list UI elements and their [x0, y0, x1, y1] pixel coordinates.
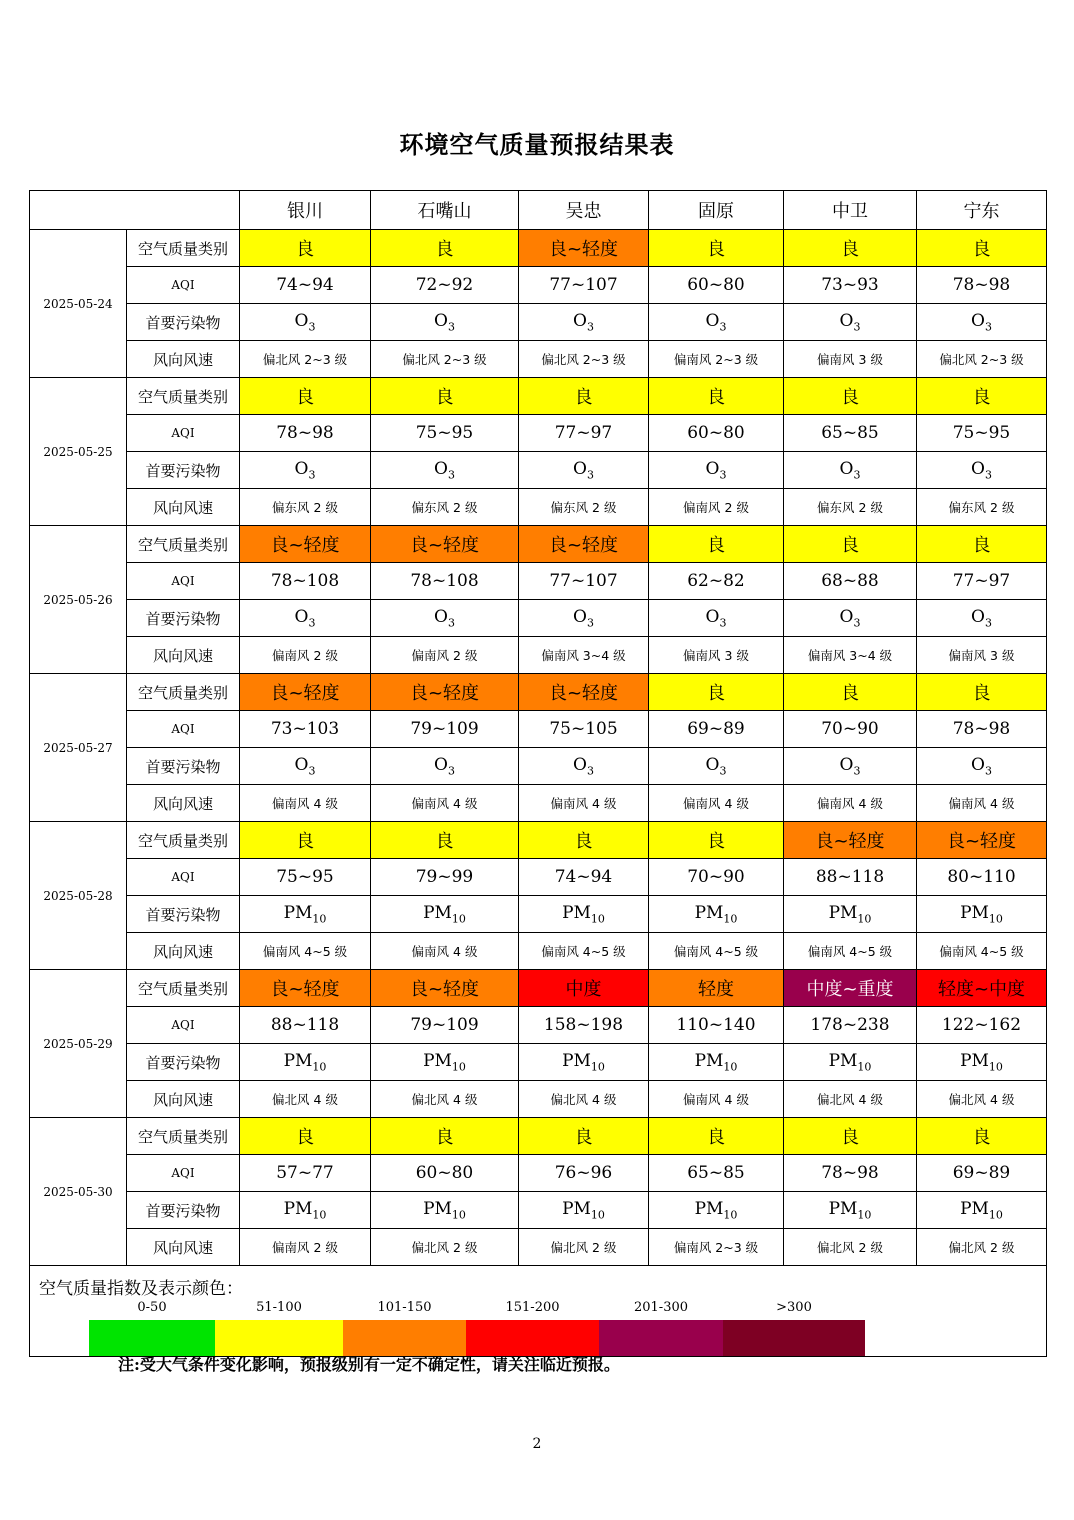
quality-category-cell: 良 [784, 230, 917, 267]
city-header: 吴忠 [519, 191, 649, 230]
aqi-range-cell: 88~118 [784, 859, 917, 896]
row-label-wind: 风向风速 [127, 1081, 240, 1118]
aqi-range-cell: 75~95 [371, 415, 519, 452]
forecast-row-aqi [30, 415, 1047, 452]
aqi-range-cell: 78~108 [371, 563, 519, 600]
quality-category-cell: 良 [917, 230, 1047, 267]
forecast-row-pollutant [30, 896, 1047, 933]
forecast-row-aqi [30, 1155, 1047, 1192]
row-label-pollutant: 首要污染物 [127, 896, 240, 933]
quality-category-cell: 良 [784, 674, 917, 711]
wind-cell: 偏北风 2 级 [519, 1229, 649, 1266]
wind-cell: 偏南风 4 级 [240, 785, 371, 822]
wind-cell: 偏南风 3 级 [649, 637, 784, 674]
row-label-pollutant: 首要污染物 [127, 748, 240, 785]
primary-pollutant-cell: $PM_{10}$ [371, 1044, 519, 1081]
wind-cell: 偏北风 4 级 [240, 1081, 371, 1118]
wind-cell: 偏北风 2~3 级 [371, 341, 519, 378]
aqi-range-cell: 79~109 [371, 711, 519, 748]
wind-cell: 偏南风 4~5 级 [519, 933, 649, 970]
quality-category-cell: 良~轻度 [371, 526, 519, 563]
forecast-row-wind [30, 341, 1047, 378]
row-label-category: 空气质量类别 [127, 526, 240, 563]
primary-pollutant-cell: $O_3$ [649, 600, 784, 637]
row-label-pollutant: 首要污染物 [127, 1192, 240, 1229]
quality-category-cell: 良 [649, 1118, 784, 1155]
wind-cell: 偏南风 2 级 [649, 489, 784, 526]
forecast-table [29, 190, 1047, 1357]
primary-pollutant-cell: $PM_{10}$ [519, 1044, 649, 1081]
wind-cell: 偏南风 4 级 [784, 785, 917, 822]
forecast-row-pollutant [30, 600, 1047, 637]
row-label-pollutant: 首要污染物 [127, 452, 240, 489]
wind-cell: 偏南风 4 级 [519, 785, 649, 822]
primary-pollutant-cell: $PM_{10}$ [917, 1192, 1047, 1229]
row-label-wind: 风向风速 [127, 637, 240, 674]
primary-pollutant-cell: $O_3$ [519, 452, 649, 489]
row-label-aqi: AQI [127, 711, 240, 748]
forecast-row-pollutant [30, 452, 1047, 489]
primary-pollutant-cell: $O_3$ [519, 304, 649, 341]
primary-pollutant-cell: $O_3$ [784, 452, 917, 489]
quality-category-cell: 良 [917, 526, 1047, 563]
aqi-range-cell: 69~89 [917, 1155, 1047, 1192]
wind-cell: 偏北风 2~3 级 [519, 341, 649, 378]
wind-cell: 偏东风 2 级 [371, 489, 519, 526]
aqi-range-cell: 74~94 [519, 859, 649, 896]
wind-cell: 偏北风 2 级 [784, 1229, 917, 1266]
quality-category-cell: 良~轻度 [371, 970, 519, 1007]
quality-category-cell: 良~轻度 [784, 822, 917, 859]
primary-pollutant-cell: $O_3$ [519, 748, 649, 785]
primary-pollutant-cell: $PM_{10}$ [649, 1192, 784, 1229]
aqi-range-cell: 79~99 [371, 859, 519, 896]
quality-category-cell: 良 [371, 378, 519, 415]
wind-cell: 偏南风 4 级 [649, 785, 784, 822]
wind-cell: 偏南风 4 级 [371, 933, 519, 970]
row-label-aqi: AQI [127, 1155, 240, 1192]
forecast-row-pollutant [30, 748, 1047, 785]
quality-category-cell: 良 [240, 378, 371, 415]
aqi-range-cell: 88~118 [240, 1007, 371, 1044]
primary-pollutant-cell: $O_3$ [371, 452, 519, 489]
row-label-aqi: AQI [127, 267, 240, 304]
forecast-row-wind [30, 785, 1047, 822]
forecast-date: 2025-05-24 [30, 230, 127, 378]
quality-category-cell: 良 [649, 674, 784, 711]
quality-category-cell: 良~轻度 [917, 822, 1047, 859]
row-label-category: 空气质量类别 [127, 230, 240, 267]
quality-category-cell: 良 [371, 822, 519, 859]
aqi-range-cell: 73~93 [784, 267, 917, 304]
quality-category-cell: 轻度 [649, 970, 784, 1007]
row-label-aqi: AQI [127, 1007, 240, 1044]
quality-category-cell: 良 [649, 526, 784, 563]
city-header: 中卫 [784, 191, 917, 230]
forecast-row-category [30, 526, 1047, 563]
row-label-pollutant: 首要污染物 [127, 1044, 240, 1081]
quality-category-cell: 良 [917, 1118, 1047, 1155]
primary-pollutant-cell: $PM_{10}$ [784, 896, 917, 933]
wind-cell: 偏南风 3 级 [784, 341, 917, 378]
row-label-pollutant: 首要污染物 [127, 304, 240, 341]
quality-category-cell: 中度 [519, 970, 649, 1007]
quality-category-cell: 良 [240, 230, 371, 267]
aqi-range-cell: 69~89 [649, 711, 784, 748]
aqi-range-cell: 78~98 [917, 267, 1047, 304]
aqi-range-cell: 60~80 [649, 267, 784, 304]
aqi-range-cell: 70~90 [784, 711, 917, 748]
legend-range-label: 151-200 [505, 1300, 560, 1315]
aqi-range-cell: 77~97 [917, 563, 1047, 600]
primary-pollutant-cell: $O_3$ [649, 304, 784, 341]
aqi-range-cell: 62~82 [649, 563, 784, 600]
quality-category-cell: 良 [240, 822, 371, 859]
aqi-range-cell: 72~92 [371, 267, 519, 304]
forecast-row-aqi [30, 267, 1047, 304]
wind-cell: 偏南风 2~3 级 [649, 341, 784, 378]
quality-category-cell: 良 [371, 230, 519, 267]
wind-cell: 偏南风 2 级 [371, 637, 519, 674]
forecast-row-wind [30, 489, 1047, 526]
wind-cell: 偏南风 3 级 [917, 637, 1047, 674]
primary-pollutant-cell: $O_3$ [917, 748, 1047, 785]
aqi-range-cell: 110~140 [649, 1007, 784, 1044]
primary-pollutant-cell: $PM_{10}$ [784, 1044, 917, 1081]
forecast-row-category [30, 674, 1047, 711]
primary-pollutant-cell: $PM_{10}$ [649, 1044, 784, 1081]
primary-pollutant-cell: $PM_{10}$ [917, 896, 1047, 933]
quality-category-cell: 良 [784, 526, 917, 563]
aqi-range-cell: 60~80 [371, 1155, 519, 1192]
row-label-aqi: AQI [127, 563, 240, 600]
wind-cell: 偏北风 2 级 [917, 1229, 1047, 1266]
aqi-range-cell: 77~97 [519, 415, 649, 452]
quality-category-cell: 良 [240, 1118, 371, 1155]
aqi-range-cell: 80~110 [917, 859, 1047, 896]
forecast-row-aqi [30, 859, 1047, 896]
row-label-wind: 风向风速 [127, 785, 240, 822]
primary-pollutant-cell: $O_3$ [784, 304, 917, 341]
forecast-row-wind [30, 1081, 1047, 1118]
city-header: 银川 [240, 191, 371, 230]
forecast-note: 注:受大气条件变化影响，预报级别有一定不确定性，请关注临近预报。 [118, 1355, 620, 1374]
primary-pollutant-cell: $PM_{10}$ [371, 896, 519, 933]
aqi-range-cell: 60~80 [649, 415, 784, 452]
quality-category-cell: 良 [519, 378, 649, 415]
primary-pollutant-cell: $O_3$ [240, 748, 371, 785]
forecast-row-category [30, 1118, 1047, 1155]
quality-category-cell: 良~轻度 [519, 674, 649, 711]
primary-pollutant-cell: $O_3$ [240, 304, 371, 341]
legend-range-label: >300 [776, 1300, 812, 1315]
row-label-wind: 风向风速 [127, 1229, 240, 1266]
row-label-category: 空气质量类别 [127, 378, 240, 415]
primary-pollutant-cell: $O_3$ [240, 600, 371, 637]
aqi-range-cell: 65~85 [784, 415, 917, 452]
quality-category-cell: 良~轻度 [519, 230, 649, 267]
primary-pollutant-cell: $PM_{10}$ [240, 1044, 371, 1081]
quality-category-cell: 良 [519, 822, 649, 859]
quality-category-cell: 良~轻度 [371, 674, 519, 711]
quality-category-cell: 良 [519, 1118, 649, 1155]
wind-cell: 偏东风 2 级 [519, 489, 649, 526]
wind-cell: 偏南风 4 级 [917, 785, 1047, 822]
aqi-range-cell: 68~88 [784, 563, 917, 600]
forecast-row-wind [30, 1229, 1047, 1266]
aqi-color-scale [89, 1300, 865, 1357]
primary-pollutant-cell: $PM_{10}$ [649, 896, 784, 933]
wind-cell: 偏南风 2 级 [240, 1229, 371, 1266]
wind-cell: 偏南风 3~4 级 [784, 637, 917, 674]
primary-pollutant-cell: $PM_{10}$ [917, 1044, 1047, 1081]
primary-pollutant-cell: $O_3$ [371, 600, 519, 637]
row-label-wind: 风向风速 [127, 489, 240, 526]
primary-pollutant-cell: $O_3$ [917, 304, 1047, 341]
primary-pollutant-cell: $O_3$ [371, 748, 519, 785]
quality-category-cell: 良~轻度 [519, 526, 649, 563]
primary-pollutant-cell: $O_3$ [917, 600, 1047, 637]
row-label-category: 空气质量类别 [127, 822, 240, 859]
aqi-range-cell: 57~77 [240, 1155, 371, 1192]
primary-pollutant-cell: $PM_{10}$ [240, 1192, 371, 1229]
legend-title: 空气质量指数及表示颜色： [39, 1279, 243, 1299]
primary-pollutant-cell: $PM_{10}$ [784, 1192, 917, 1229]
quality-category-cell: 良~轻度 [240, 970, 371, 1007]
aqi-range-cell: 77~107 [519, 267, 649, 304]
forecast-row-category [30, 970, 1047, 1007]
row-label-category: 空气质量类别 [127, 970, 240, 1007]
primary-pollutant-cell: $PM_{10}$ [240, 896, 371, 933]
wind-cell: 偏北风 4 级 [371, 1081, 519, 1118]
primary-pollutant-cell: $PM_{10}$ [519, 896, 649, 933]
legend-range-label: 201-300 [633, 1300, 689, 1315]
aqi-range-cell: 73~103 [240, 711, 371, 748]
wind-cell: 偏东风 2 级 [784, 489, 917, 526]
row-label-aqi: AQI [127, 415, 240, 452]
forecast-row-category [30, 822, 1047, 859]
legend-range-label: 51-100 [256, 1300, 302, 1315]
aqi-range-cell: 78~98 [784, 1155, 917, 1192]
quality-category-cell: 良 [649, 822, 784, 859]
wind-cell: 偏南风 4~5 级 [240, 933, 371, 970]
forecast-date: 2025-05-27 [30, 674, 127, 822]
wind-cell: 偏北风 2~3 级 [917, 341, 1047, 378]
wind-cell: 偏南风 4~5 级 [917, 933, 1047, 970]
wind-cell: 偏北风 4 级 [917, 1081, 1047, 1118]
primary-pollutant-cell: $O_3$ [240, 452, 371, 489]
primary-pollutant-cell: $PM_{10}$ [519, 1192, 649, 1229]
primary-pollutant-cell: $O_3$ [371, 304, 519, 341]
aqi-range-cell: 65~85 [649, 1155, 784, 1192]
aqi-range-cell: 178~238 [784, 1007, 917, 1044]
quality-category-cell: 良 [649, 378, 784, 415]
forecast-date: 2025-05-28 [30, 822, 127, 970]
aqi-range-cell: 79~109 [371, 1007, 519, 1044]
quality-category-cell: 中度~重度 [784, 970, 917, 1007]
aqi-range-cell: 78~98 [917, 711, 1047, 748]
page-title: 环境空气质量预报结果表 [399, 130, 675, 159]
forecast-row-aqi [30, 711, 1047, 748]
row-label-category: 空气质量类别 [127, 1118, 240, 1155]
primary-pollutant-cell: $O_3$ [649, 452, 784, 489]
row-label-wind: 风向风速 [127, 933, 240, 970]
primary-pollutant-cell: $O_3$ [784, 748, 917, 785]
header-row [30, 191, 1047, 230]
wind-cell: 偏南风 4 级 [649, 1081, 784, 1118]
aqi-legend [30, 1266, 1047, 1357]
city-header: 宁东 [917, 191, 1047, 230]
legend-range-label: 0-50 [137, 1300, 167, 1315]
quality-category-cell: 良 [917, 674, 1047, 711]
page-number: 2 [532, 1436, 542, 1452]
primary-pollutant-cell: $PM_{10}$ [371, 1192, 519, 1229]
row-label-wind: 风向风速 [127, 341, 240, 378]
legend-range-label: 101-150 [377, 1300, 432, 1315]
quality-category-cell: 良 [371, 1118, 519, 1155]
wind-cell: 偏北风 2 级 [371, 1229, 519, 1266]
quality-category-cell: 良 [917, 378, 1047, 415]
wind-cell: 偏南风 4 级 [371, 785, 519, 822]
primary-pollutant-cell: $O_3$ [917, 452, 1047, 489]
forecast-date: 2025-05-25 [30, 378, 127, 526]
forecast-row-aqi [30, 563, 1047, 600]
quality-category-cell: 良 [784, 378, 917, 415]
forecast-row-pollutant [30, 1192, 1047, 1229]
wind-cell: 偏南风 4~5 级 [649, 933, 784, 970]
aqi-range-cell: 70~90 [649, 859, 784, 896]
forecast-date: 2025-05-29 [30, 970, 127, 1118]
primary-pollutant-cell: $O_3$ [784, 600, 917, 637]
aqi-range-cell: 158~198 [519, 1007, 649, 1044]
aqi-range-cell: 78~98 [240, 415, 371, 452]
forecast-row-pollutant [30, 304, 1047, 341]
aqi-range-cell: 76~96 [519, 1155, 649, 1192]
aqi-range-cell: 78~108 [240, 563, 371, 600]
wind-cell: 偏东风 2 级 [240, 489, 371, 526]
row-label-aqi: AQI [127, 859, 240, 896]
city-header: 固原 [649, 191, 784, 230]
forecast-date: 2025-05-26 [30, 526, 127, 674]
forecast-row-aqi [30, 1007, 1047, 1044]
aqi-range-cell: 75~105 [519, 711, 649, 748]
wind-cell: 偏南风 4~5 级 [784, 933, 917, 970]
primary-pollutant-cell: $O_3$ [649, 748, 784, 785]
wind-cell: 偏北风 4 级 [519, 1081, 649, 1118]
aqi-range-cell: 75~95 [917, 415, 1047, 452]
forecast-row-wind [30, 637, 1047, 674]
wind-cell: 偏南风 2 级 [240, 637, 371, 674]
quality-category-cell: 轻度~中度 [917, 970, 1047, 1007]
aqi-range-cell: 77~107 [519, 563, 649, 600]
wind-cell: 偏南风 3~4 级 [519, 637, 649, 674]
forecast-row-wind [30, 933, 1047, 970]
row-label-category: 空气质量类别 [127, 674, 240, 711]
forecast-row-category [30, 230, 1047, 267]
header-corner [30, 191, 240, 230]
quality-category-cell: 良 [649, 230, 784, 267]
quality-category-cell: 良~轻度 [240, 674, 371, 711]
city-header: 石嘴山 [371, 191, 519, 230]
quality-category-cell: 良 [784, 1118, 917, 1155]
aqi-range-cell: 75~95 [240, 859, 371, 896]
forecast-row-category [30, 378, 1047, 415]
quality-category-cell: 良~轻度 [240, 526, 371, 563]
row-label-pollutant: 首要污染物 [127, 600, 240, 637]
forecast-date: 2025-05-30 [30, 1118, 127, 1266]
wind-cell: 偏南风 2~3 级 [649, 1229, 784, 1266]
wind-cell: 偏北风 2~3 级 [240, 341, 371, 378]
wind-cell: 偏北风 4 级 [784, 1081, 917, 1118]
primary-pollutant-cell: $O_3$ [519, 600, 649, 637]
aqi-range-cell: 74~94 [240, 267, 371, 304]
aqi-range-cell: 122~162 [917, 1007, 1047, 1044]
wind-cell: 偏东风 2 级 [917, 489, 1047, 526]
forecast-row-pollutant [30, 1044, 1047, 1081]
legend-swatch [723, 1320, 865, 1357]
